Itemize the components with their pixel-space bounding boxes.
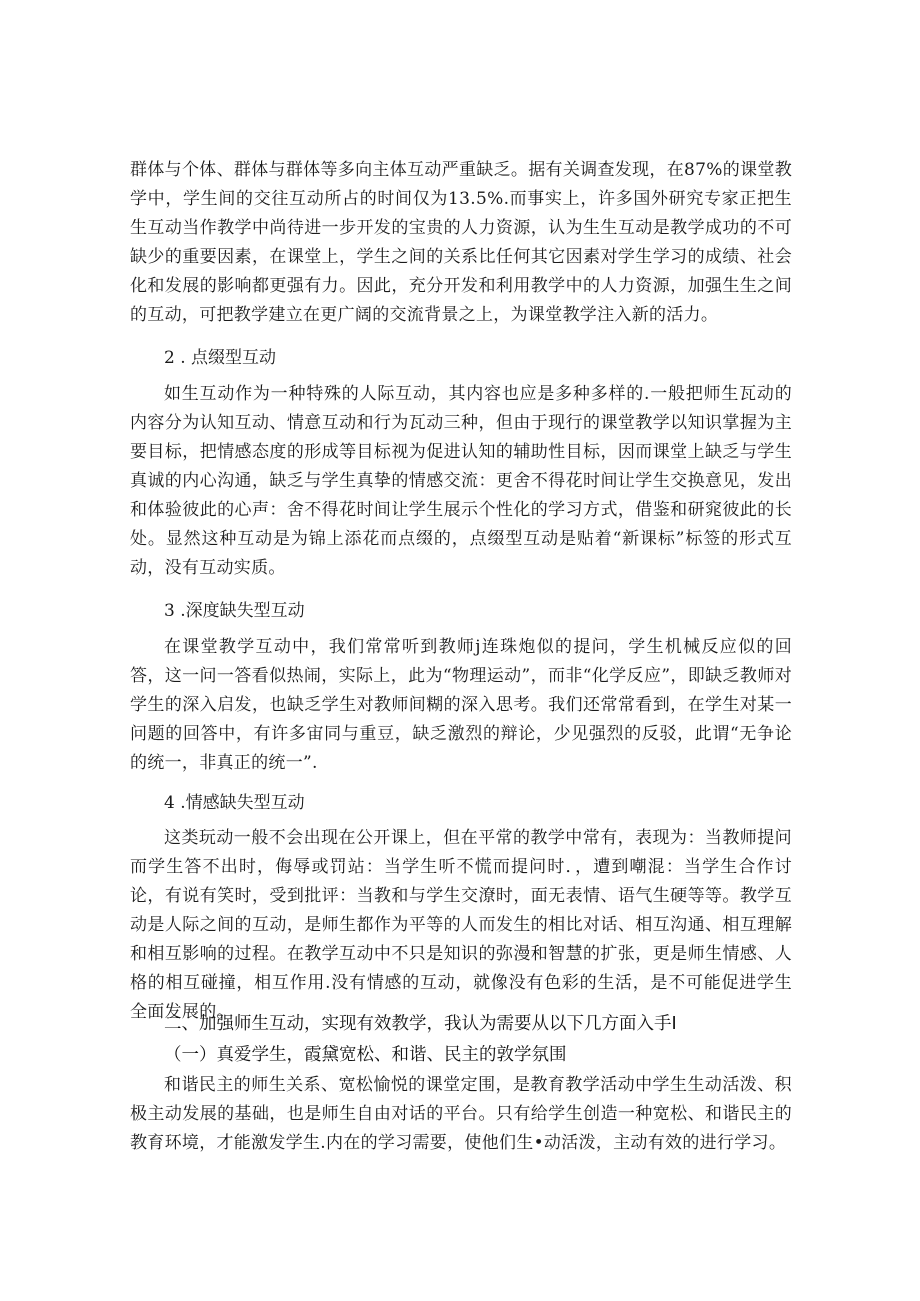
paragraph-emotion-lacking-interaction: 这类玩动一般不会出现在公开课上，但在平常的教学中常有，表现为：当教师提问而学生答不出时，侮辱或罚站：当学生听不慌而提问时．，遭到嘲混：当学生合作讨论，有说有笑时，受到批评：当教和与学生交潦时，面无表情、语气生硬等等。教学互动是人际之间的互动，是师生都作为平等的人而发生的相比对话、相互沟通、相互理解和相互影响的过程。在教学互动中不只是知识的弥漫和智慧的扩张，更是师生情感、人格的相互碰撞，相互作用.没有情感的互动，就像没有色彩的生活，是不可能促进学生全面发展的。	[130, 828, 792, 1022]
paragraph-depth-lacking-interaction: 在课堂教学互动中，我们常常听到教师j连珠炮似的提问，学生机械反应似的回答，这一问一答看似热闹，实际上，此为“物理运动”，而非“化学反应”，即缺乏教师对学生的深入启发，也缺乏学生对教师间糊的深入思考。我们还常常看到，在学生对某一问题的回答中，有许多宙同与重豆，缺乏激烈的辩论，少见强烈的反驳，此谓“无争论的统一，非真正的统一”.	[130, 637, 792, 773]
section-heading-two: 二、加强师生互动，实现有效教学，我认为需要从以下几方面入手I	[164, 1014, 677, 1034]
heading-decorative-interaction: 2 . 点缀型互动	[164, 348, 277, 368]
heading-emotion-lacking-interaction: 4 .情感缺失型互动	[164, 793, 305, 813]
heading-depth-lacking-interaction: 3 .深度缺失型互动	[164, 601, 305, 621]
paragraph-harmonious-atmosphere: 和谐民主的师生关系、宽松愉悦的课堂定围，是教育教学活动中学生生动活泼、积极主动发展的基础，也是师生自由对话的平台。只有给学生创造一种宽松、和谐民主的教育环境，才能激发学生.内在的学习需要，使他们生•动活泼，主动有效的进行学习。	[130, 1075, 792, 1153]
subsection-heading-one: （一）真爱学生，霞黛宽松、和谐、民主的敦学氛围	[164, 1045, 567, 1065]
paragraph-decorative-interaction: 如生互动作为一种特殊的人际互动，其内容也应是多种多样的.一般把师生瓦动的内容分为认知互动、情意互动和行为瓦动三种，但由于现行的课堂教学以知识掌握为主要目标，把情感态度的形成等目标视为促进认知的辅助性目标，因而课堂上缺乏与学生真诚的内心沟通，缺乏与学生真挚的情感交流：更舍不得花时间让学生交换意见，发出和体验彼此的心声：舍不得花时间让学生展示个性化的学习方式，借鉴和研窕彼此的长处。显然这种互动是为锦上添花而点缀的，点缀型互动是贴着“新课标”标签的形式互动，没有互动实质。	[130, 384, 792, 578]
paragraph-student-interaction: 群体与个体、群体与群体等多向主体互动严重缺乏。据有关调查发现，在87%的课堂教学中，学生间的交往互动所占的时间仅为13.5%.而事实上，许多国外研究专家正把生生互动当作教学中尚待进一步开发的宝贵的人力资源，认为生生互动是教学成功的不可缺少的重要因素，在课堂上，学生之间的关系比任何其它因素对学生学习的成绩、社会化和发展的影响都更强有力。因此，充分开发和利用教学中的人力资源，加强生生之间的互动，可把教学建立在更广阔的交流背景之上，为课堂教学注入新的活力。	[130, 160, 792, 325]
